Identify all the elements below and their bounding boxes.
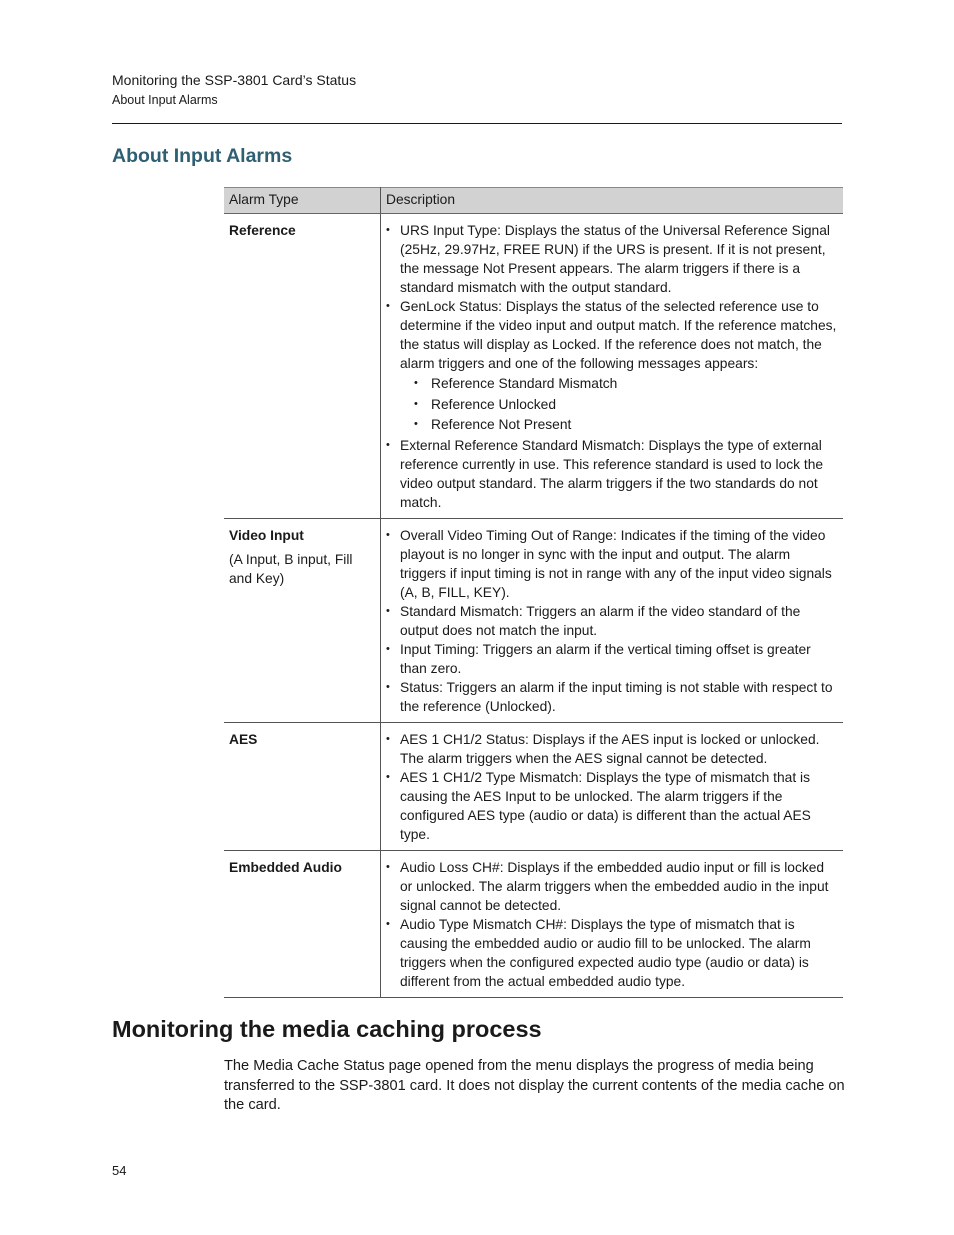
bullet-list bbox=[386, 221, 838, 512]
list-item: • Audio Type Mismatch CH#: Displays the type of mismatch that is causing the embedded audio or audio fill to be unlocked. The alarm triggers when the configured expected audio type (audio or data) is different from the actual embedded audio type. bbox=[386, 915, 838, 991]
sub-list-item: • Reference Standard Mismatch bbox=[414, 374, 838, 393]
header-divider bbox=[112, 123, 842, 124]
alarm-type-name: Embedded Audio bbox=[229, 859, 342, 875]
alarm-type-subtitle: (A Input, B input, Fill and Key) bbox=[229, 551, 353, 586]
alarm-type-cell bbox=[224, 214, 381, 519]
description-cell bbox=[381, 214, 844, 519]
list-item: • External Reference Standard Mismatch: Displays the type of external reference currently in use. This reference standard is used to lock the video output standard. The alarm triggers if the two standards do not match. bbox=[386, 436, 838, 512]
running-head bbox=[112, 71, 356, 108]
table-header-row bbox=[224, 188, 843, 214]
sub-list-item: • Reference Unlocked bbox=[414, 395, 838, 414]
table-row bbox=[224, 722, 843, 850]
bullet-list bbox=[386, 858, 838, 991]
table-row bbox=[224, 850, 843, 997]
list-item: • AES 1 CH1/2 Status: Displays if the AES input is locked or unlocked. The alarm triggers when the AES signal cannot be detected. bbox=[386, 730, 838, 768]
bullet-list bbox=[386, 730, 838, 844]
body-paragraph: The Media Cache Status page opened from the menu displays the progress of media being transferred to the SSP-3801 card. It does not display the current contents of the media cache on the card. bbox=[224, 1058, 845, 1113]
sub-bullet-list bbox=[400, 374, 838, 434]
alarm-type-name: Reference bbox=[229, 223, 296, 238]
description-cell bbox=[381, 850, 844, 997]
alarm-type-name: AES bbox=[229, 731, 258, 747]
alarm-type-cell bbox=[224, 850, 381, 997]
sub-list-item: • Reference Not Present bbox=[414, 415, 838, 434]
description-cell bbox=[381, 518, 844, 722]
description-cell bbox=[381, 722, 844, 850]
table-row bbox=[224, 518, 843, 722]
section-heading-media-caching: Monitoring the media caching process bbox=[112, 1016, 542, 1042]
bullet-list bbox=[386, 526, 838, 716]
list-item: • Standard Mismatch: Triggers an alarm if the video standard of the output does not match the input. bbox=[386, 602, 838, 640]
section-heading: About Input Alarms bbox=[112, 145, 293, 167]
running-head-chapter: Monitoring the SSP-3801 Card’s Status bbox=[112, 72, 357, 88]
list-item: • URS Input Type: Displays the status of the Universal Reference Signal (25Hz, 29.97Hz, FREE RUN) if the URS is present. If it is not present, the message Not Present appears. The alarm triggers if there is a standard mismatch with the output standard. bbox=[386, 221, 838, 297]
column-header-alarm-type: Alarm Type bbox=[224, 188, 381, 214]
list-item: • Input Timing: Triggers an alarm if the vertical timing offset is greater than zero. bbox=[386, 640, 838, 678]
alarm-type-cell bbox=[224, 518, 381, 722]
list-item: • Overall Video Timing Out of Range: Indicates if the timing of the video playout is no longer in sync with the input and output. The alarm triggers if input timing is not in range with any of the input video signals (A, B, FILL, KEY). bbox=[386, 526, 838, 602]
list-item bbox=[386, 297, 838, 434]
page-number: 54 bbox=[112, 1163, 127, 1178]
running-head-section: About Input Alarms bbox=[112, 93, 218, 107]
table-row bbox=[224, 214, 843, 519]
alarm-type-cell bbox=[224, 722, 381, 850]
list-item: • Audio Loss CH#: Displays if the embedded audio input or fill is locked or unlocked. The alarm triggers when the embedded audio in the input signal cannot be detected. bbox=[386, 858, 838, 915]
alarm-table bbox=[224, 187, 843, 998]
column-header-description: Description bbox=[381, 188, 844, 214]
list-item: • Status: Triggers an alarm if the input timing is not stable with respect to the reference (Unlocked). bbox=[386, 678, 838, 716]
alarm-type-name: Video Input bbox=[229, 527, 304, 543]
list-item: • AES 1 CH1/2 Type Mismatch: Displays the type of mismatch that is causing the AES Input to be unlocked. The alarm triggers if the configured AES type (audio or data) is different than the actual AES type. bbox=[386, 768, 838, 844]
list-item-text: GenLock Status: Displays the status of the selected reference use to determine if the video input and output match. If the reference matches, the status will display as Locked. If the reference does not match, the alarm triggers and one of the following messages appears: bbox=[400, 299, 837, 371]
